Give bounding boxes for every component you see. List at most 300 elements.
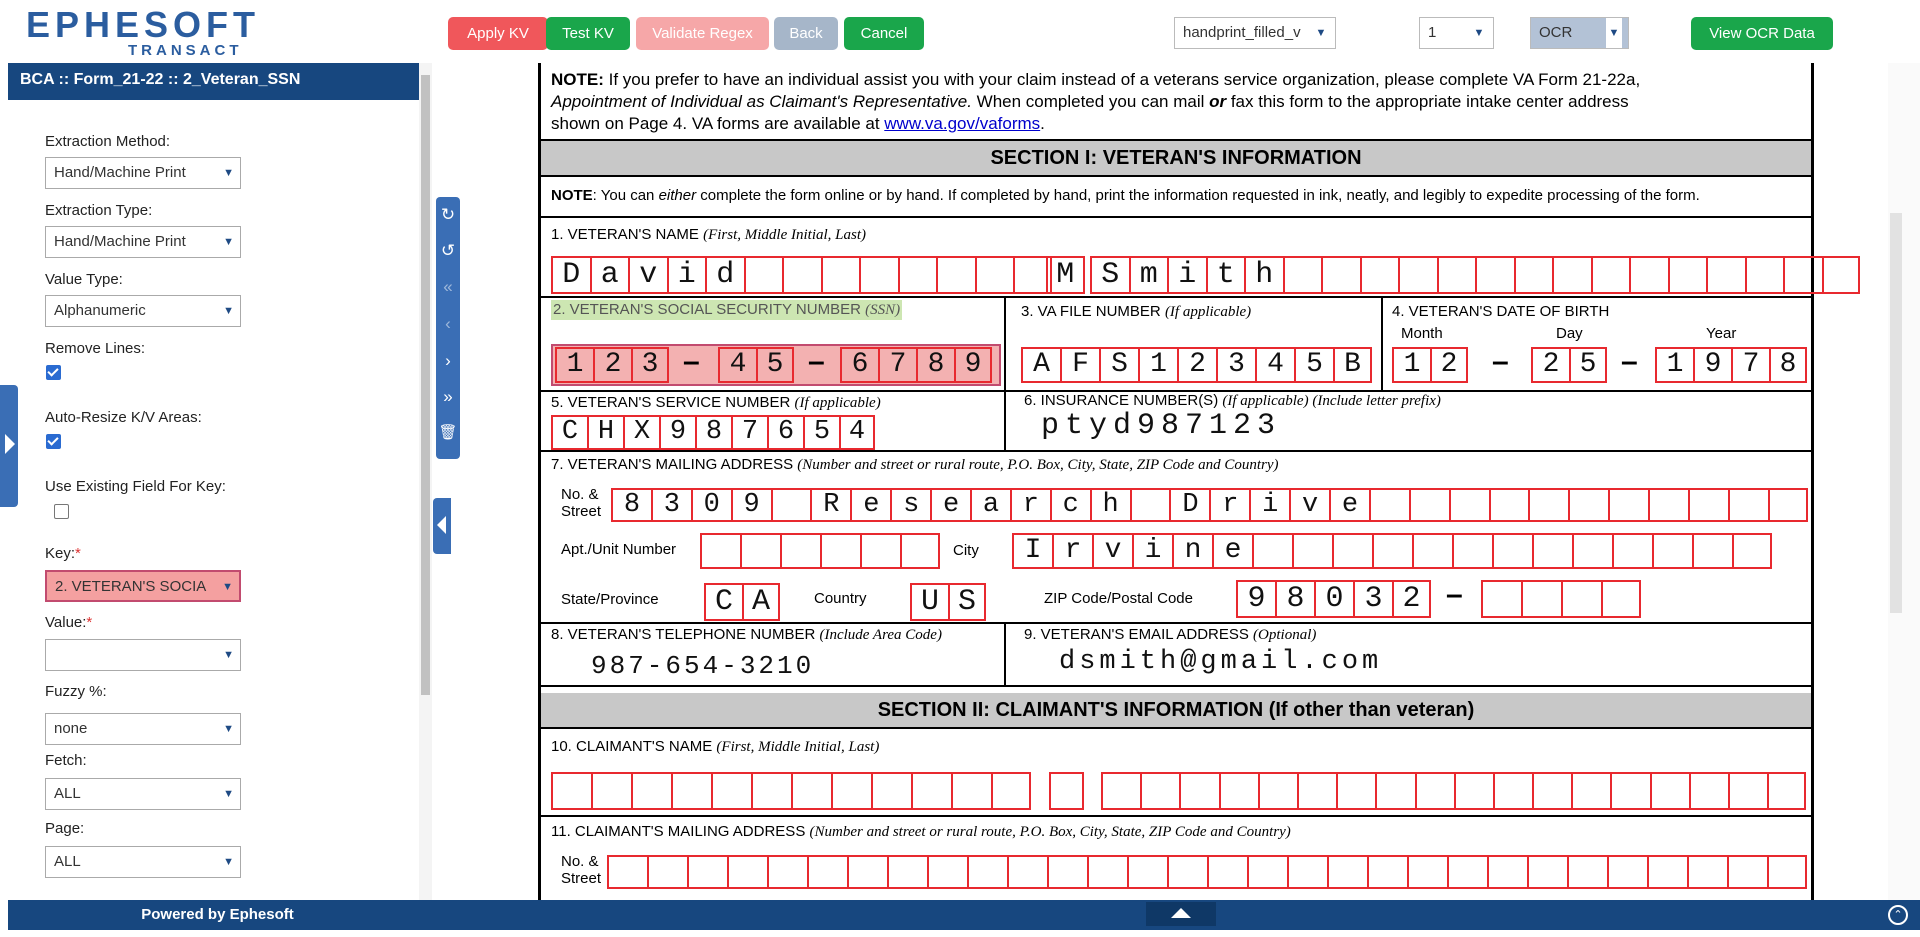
- char-box: [1297, 772, 1336, 810]
- char-box: [1130, 488, 1170, 522]
- char-box: [1571, 772, 1610, 810]
- char-box: [1706, 256, 1745, 294]
- street-boxes: [611, 488, 1808, 522]
- char-box: [744, 256, 783, 294]
- char-box: [1492, 533, 1532, 569]
- field-10-label: [551, 738, 879, 756]
- char-box: [1689, 772, 1728, 810]
- char-box: [1767, 855, 1807, 889]
- previous-page-icon[interactable]: ‹: [445, 314, 451, 333]
- char-box: [1629, 256, 1668, 294]
- char-box: [1692, 533, 1732, 569]
- char-box: [1360, 256, 1399, 294]
- char-box: [1728, 772, 1767, 810]
- char-box: [1668, 256, 1707, 294]
- char-box: [751, 772, 791, 810]
- viewer-scroll-thumb[interactable]: [1890, 213, 1902, 613]
- fuzzy-select[interactable]: [45, 713, 241, 745]
- char-box: [1407, 855, 1447, 889]
- char-box: s: [890, 488, 930, 522]
- char-box: [1493, 772, 1532, 810]
- char-box: [1258, 772, 1297, 810]
- divider: [541, 450, 1811, 452]
- note2-bold: NOTE: [551, 187, 593, 204]
- char-box: [936, 256, 975, 294]
- char-box: v: [1092, 533, 1132, 569]
- divider: [1004, 622, 1006, 685]
- extraction-method-label: Extraction Method:: [45, 133, 171, 150]
- required-marker: *: [86, 614, 93, 631]
- claimant-street-label-2: Street: [561, 870, 602, 887]
- char-box: [1612, 533, 1652, 569]
- char-box: [1252, 533, 1292, 569]
- note-line2-rest: When completed you can mail: [971, 92, 1210, 111]
- char-box: S: [1090, 256, 1129, 294]
- key-value: 2. VETERAN'S SOCIA: [55, 578, 207, 595]
- divider: [1381, 296, 1383, 390]
- street-label-1: No. &: [561, 486, 599, 503]
- state-label: State/Province: [561, 591, 659, 608]
- first-page-icon[interactable]: «: [443, 277, 453, 296]
- char-box: [1652, 533, 1692, 569]
- claimant-mi-box: [1049, 772, 1084, 810]
- char-box: [1327, 855, 1367, 889]
- char-box: [898, 256, 937, 294]
- claimant-street-label: [561, 853, 601, 887]
- section-2-header: SECTION II: CLAIMANT'S INFORMATION (If other than veteran): [541, 693, 1811, 729]
- char-box: [782, 256, 821, 294]
- char-box: [1591, 256, 1630, 294]
- note-line2-italic: Appointment of Individual as Claimant's Representative.: [551, 92, 972, 111]
- value-type-label: Value Type:: [45, 271, 123, 288]
- char-box: 5: [803, 415, 839, 450]
- chevron-down-icon: ▼: [1473, 27, 1485, 39]
- field-1-label: [551, 226, 866, 244]
- chevron-down-icon: ▼: [223, 723, 234, 735]
- char-box: S: [948, 583, 986, 621]
- char-box: [1601, 580, 1641, 618]
- zip-dash: –: [1446, 578, 1463, 611]
- char-box: 1: [1655, 347, 1693, 383]
- dob-dash: –: [1492, 345, 1509, 378]
- char-box: [967, 855, 1007, 889]
- chevron-down-icon: ▼: [223, 856, 234, 868]
- char-box: 3: [1353, 580, 1392, 618]
- char-box: [711, 772, 751, 810]
- char-box: v: [628, 256, 667, 294]
- field-5-label-text: 5. VETERAN'S SERVICE NUMBER: [551, 394, 795, 411]
- expand-icon: [5, 434, 15, 454]
- sidebar-scroll-thumb[interactable]: [421, 75, 430, 695]
- char-box: A: [742, 583, 780, 621]
- char-box: [1552, 256, 1591, 294]
- chevron-down-icon: ▼: [223, 788, 234, 800]
- char-box: [780, 533, 820, 569]
- sidebar-title: BCA :: Form_21-22 :: 2_Veteran_SSN: [8, 63, 419, 100]
- chevron-down-icon: ▼: [223, 167, 234, 179]
- fetch-value: ALL: [54, 785, 81, 802]
- claimant-first-name-boxes: [551, 772, 1031, 810]
- char-box: [1447, 855, 1487, 889]
- dob-year-label: Year: [1706, 325, 1737, 342]
- note-line2-end: fax this form to the appropriate intake center address: [1226, 92, 1629, 111]
- service-number-boxes: [551, 415, 875, 450]
- char-box: [1532, 533, 1572, 569]
- char-box: 7: [878, 347, 916, 383]
- field-6-label: [1024, 392, 1441, 410]
- char-box: [607, 855, 647, 889]
- char-box: [727, 855, 767, 889]
- divider: [541, 622, 1811, 624]
- char-box: [1608, 488, 1648, 522]
- remove-lines-label: Remove Lines:: [45, 340, 146, 357]
- char-box: M: [1046, 256, 1085, 294]
- chevron-down-icon: ▼: [223, 305, 234, 317]
- country-boxes: [910, 583, 986, 621]
- claimant-last-name-boxes: [1101, 772, 1806, 810]
- street-label-2: Street: [561, 503, 602, 520]
- rotate-clockwise-icon[interactable]: ↻: [440, 205, 456, 224]
- fuzzy-label: Fuzzy %:: [45, 683, 107, 700]
- field-9-label: [1024, 626, 1316, 644]
- divider: [541, 685, 1811, 687]
- char-box: [1409, 488, 1449, 522]
- char-box: [1481, 580, 1521, 618]
- char-box: H: [587, 415, 623, 450]
- char-box: [1179, 772, 1218, 810]
- char-box: 2: [1430, 347, 1468, 383]
- kv-settings-sidebar: [8, 63, 419, 900]
- value-select[interactable]: [45, 639, 241, 671]
- page-number-value: 1: [1428, 24, 1437, 41]
- char-box: [1087, 855, 1127, 889]
- powered-by: Powered by Ephesoft: [141, 906, 294, 923]
- char-box: [1561, 580, 1601, 618]
- char-box: [1572, 533, 1612, 569]
- use-existing-field-label: Use Existing Field For Key:: [45, 478, 226, 495]
- email-address: dsmith@gmail.com: [1059, 647, 1383, 677]
- test-kv-button[interactable]: Test KV: [546, 17, 630, 50]
- char-box: 9: [954, 347, 992, 383]
- char-box: e: [850, 488, 890, 522]
- char-box: [1767, 772, 1806, 810]
- char-box: A: [1021, 347, 1060, 383]
- char-box: [1452, 533, 1492, 569]
- form-page: [538, 63, 1814, 900]
- field-2-hint: (SSN): [865, 302, 901, 318]
- page-number-select[interactable]: [1419, 17, 1494, 49]
- apt-boxes: [700, 533, 940, 569]
- char-box: i: [1249, 488, 1289, 522]
- char-box: [1415, 772, 1454, 810]
- char-box: d: [705, 256, 744, 294]
- char-box: i: [1132, 533, 1172, 569]
- field-4-label: 4. VETERAN'S DATE OF BIRTH: [1392, 303, 1610, 320]
- ssn-dash: –: [683, 345, 700, 378]
- ssn-dash: –: [808, 345, 825, 378]
- char-box: [551, 772, 591, 810]
- char-box: 2: [1177, 347, 1216, 383]
- char-box: 8: [1769, 347, 1807, 383]
- use-existing-field-checkbox[interactable]: [54, 504, 69, 519]
- field-5-label: [551, 394, 881, 412]
- char-box: 1: [1138, 347, 1177, 383]
- extraction-type-value: Hand/Machine Print: [54, 233, 186, 250]
- chevron-down-icon: ▼: [223, 649, 234, 661]
- char-box: [791, 772, 831, 810]
- char-box: e: [1329, 488, 1369, 522]
- char-box: I: [1012, 533, 1052, 569]
- char-box: [591, 772, 631, 810]
- first-name-boxes: [551, 256, 1052, 294]
- page-select[interactable]: [45, 846, 241, 878]
- field-11-hint: (Number and street or rural route, P.O. Box, City, State, ZIP Code and Country): [809, 824, 1291, 840]
- char-box: [860, 533, 900, 569]
- char-box: 5: [1294, 347, 1333, 383]
- char-box: [671, 772, 711, 810]
- last-page-icon[interactable]: »: [443, 387, 453, 406]
- char-box: [1727, 855, 1767, 889]
- char-box: [1247, 855, 1287, 889]
- char-box: 4: [718, 347, 756, 383]
- note-bold: NOTE:: [551, 70, 604, 89]
- char-box: [1049, 772, 1084, 810]
- ocr-mode-select[interactable]: [1530, 17, 1629, 49]
- cancel-button[interactable]: Cancel: [844, 17, 924, 50]
- note-2: [551, 187, 1700, 204]
- char-box: [740, 533, 780, 569]
- char-box: i: [1167, 256, 1206, 294]
- char-box: [1650, 772, 1689, 810]
- extraction-type-select[interactable]: [45, 226, 241, 258]
- char-box: r: [1010, 488, 1050, 522]
- char-box: 1: [1392, 347, 1430, 383]
- char-box: D: [551, 256, 590, 294]
- required-marker: *: [75, 545, 81, 562]
- dob-day-label: Day: [1556, 325, 1583, 342]
- char-box: [1783, 256, 1822, 294]
- last-name-boxes: [1090, 256, 1860, 294]
- field-7-label-text: 7. VETERAN'S MAILING ADDRESS: [551, 456, 798, 473]
- validate-regex-button[interactable]: Validate Regex: [636, 17, 769, 50]
- char-box: 2: [1392, 580, 1431, 618]
- fetch-label: Fetch:: [45, 752, 87, 769]
- dob-dash: –: [1621, 345, 1638, 378]
- ephesoft-logo: [26, 4, 261, 59]
- char-box: [1375, 772, 1414, 810]
- field-9-hint: (Optional): [1253, 627, 1317, 643]
- ssn-part-1: [555, 347, 669, 383]
- char-box: 6: [767, 415, 803, 450]
- value-type-value: Alphanumeric: [54, 302, 146, 319]
- char-box: [1610, 772, 1649, 810]
- note-paragraph: NOTE: If you prefer to have an individual assist you with your claim instead of a veterans service organization, please complete VA Form 21-22a, Appointment of Individual as Claimant's Representative. When completed you can mail or fax this form to the appropriate intake center address shown on Page 4. VA forms are available at www.va.gov/vaforms.: [551, 70, 1641, 133]
- street-label: [561, 486, 601, 520]
- field-8-label: [551, 626, 942, 644]
- file-select[interactable]: [1174, 17, 1336, 49]
- rotate-counterclockwise-icon[interactable]: ↺: [440, 241, 456, 260]
- char-box: [1219, 772, 1258, 810]
- expand-panel-tab[interactable]: [0, 385, 18, 507]
- back-button[interactable]: Back: [774, 17, 838, 50]
- ssn-part-2: [718, 347, 794, 383]
- char-box: [767, 855, 807, 889]
- telephone-number: 987-654-3210: [591, 651, 815, 681]
- field-8-hint: (Include Area Code): [819, 627, 942, 643]
- char-box: [1140, 772, 1179, 810]
- insurance-number: ptyd987123: [1041, 409, 1282, 443]
- char-box: a: [970, 488, 1010, 522]
- char-box: [1207, 855, 1247, 889]
- char-box: [1567, 855, 1607, 889]
- char-box: [647, 855, 687, 889]
- char-box: [1101, 772, 1140, 810]
- char-box: R: [810, 488, 850, 522]
- divider: [541, 815, 1811, 817]
- field-2-label-text: 2. VETERAN'S SOCIAL SECURITY NUMBER: [553, 301, 866, 318]
- char-box: 0: [691, 488, 731, 522]
- char-box: [1688, 488, 1728, 522]
- dob-month-boxes: [1392, 347, 1468, 383]
- key-select[interactable]: [45, 570, 241, 602]
- extraction-type-label: Extraction Type:: [45, 202, 153, 219]
- char-box: [1007, 855, 1047, 889]
- char-box: [1487, 855, 1527, 889]
- char-box: [1336, 772, 1375, 810]
- char-box: [1532, 772, 1571, 810]
- char-box: [700, 533, 740, 569]
- claimant-street-label-1: No. &: [561, 853, 599, 870]
- page-value: ALL: [54, 853, 81, 870]
- char-box: [1167, 855, 1207, 889]
- va-forms-link[interactable]: www.va.gov/vaforms: [884, 114, 1041, 133]
- bottom-bar: [8, 900, 1920, 930]
- char-box: [927, 855, 967, 889]
- next-page-icon[interactable]: ›: [445, 351, 451, 370]
- char-box: [975, 256, 1014, 294]
- view-ocr-data-button[interactable]: View OCR Data: [1691, 17, 1833, 50]
- note-line3: shown on Page 4. VA forms are available at: [551, 114, 885, 133]
- city-boxes: [1012, 533, 1772, 569]
- char-box: 6: [840, 347, 878, 383]
- char-box: 3: [651, 488, 691, 522]
- note-or: or: [1209, 92, 1227, 111]
- char-box: [1521, 580, 1561, 618]
- extraction-method-select[interactable]: [45, 157, 241, 189]
- char-box: S: [1099, 347, 1138, 383]
- logo-brand: EPHESOFT: [26, 4, 261, 45]
- chevron-down-icon: ▼: [222, 581, 233, 593]
- char-box: X: [623, 415, 659, 450]
- char-box: [820, 533, 860, 569]
- char-box: n: [1172, 533, 1212, 569]
- char-box: [1127, 855, 1167, 889]
- scroll-to-top-icon[interactable]: ⌃: [1888, 905, 1908, 925]
- field-6-hint: (If applicable) (Include letter prefix): [1222, 393, 1441, 409]
- viewer-scrollbar[interactable]: [1888, 63, 1920, 900]
- char-box: 3: [631, 347, 669, 383]
- state-boxes: [704, 583, 780, 621]
- char-box: [1287, 855, 1327, 889]
- collapse-panel-tab[interactable]: [433, 498, 451, 554]
- expand-bottom-panel[interactable]: [1146, 902, 1216, 926]
- note2-b: complete the form online or by hand. If completed by hand, print the information requested in ink, neatly, and legibly to expedite processing of the form.: [696, 187, 1700, 204]
- char-box: m: [1129, 256, 1168, 294]
- field-1-label-text: 1. VETERAN'S NAME: [551, 226, 704, 243]
- field-7-label: [551, 456, 1279, 474]
- file-select-value: handprint_filled_v: [1183, 24, 1301, 41]
- chevron-down-icon: ▼: [1315, 27, 1327, 39]
- note2-a: : You can: [592, 187, 659, 204]
- zip-label: ZIP Code/Postal Code: [1044, 590, 1193, 607]
- value-label-text: Value:: [45, 614, 87, 631]
- field-11-label-text: 11. CLAIMANT'S MAILING ADDRESS: [551, 823, 810, 840]
- value-type-select[interactable]: [45, 295, 241, 327]
- trash-icon[interactable]: 🗑: [438, 424, 458, 441]
- char-box: [900, 533, 940, 569]
- char-box: [871, 772, 911, 810]
- zip4-boxes: [1481, 580, 1641, 618]
- char-box: [1292, 533, 1332, 569]
- ssn-part-3: [840, 347, 992, 383]
- va-file-boxes: [1021, 347, 1372, 383]
- char-box: [831, 772, 871, 810]
- char-box: r: [1209, 488, 1249, 522]
- sidebar-scrollbar[interactable]: [419, 63, 432, 900]
- field-6-label-text: 6. INSURANCE NUMBER(S): [1024, 392, 1223, 409]
- char-box: 4: [1255, 347, 1294, 383]
- char-box: [1372, 533, 1412, 569]
- char-box: [911, 772, 951, 810]
- char-box: 0: [1314, 580, 1353, 618]
- field-2-label: [551, 300, 902, 320]
- char-box: 9: [1693, 347, 1731, 383]
- char-box: e: [1212, 533, 1252, 569]
- char-box: [991, 772, 1031, 810]
- city-label: City: [953, 542, 979, 559]
- char-box: [1047, 855, 1087, 889]
- char-box: e: [930, 488, 970, 522]
- auto-resize-checkbox[interactable]: [46, 434, 61, 449]
- char-box: 2: [593, 347, 631, 383]
- char-box: [1369, 488, 1409, 522]
- char-box: 8: [1275, 580, 1314, 618]
- char-box: D: [1169, 488, 1209, 522]
- char-box: [1437, 256, 1476, 294]
- field-3-label-text: 3. VA FILE NUMBER: [1021, 303, 1165, 320]
- value-label: [45, 614, 92, 631]
- field-5-hint: (If applicable): [794, 395, 881, 411]
- char-box: c: [1050, 488, 1090, 522]
- divider: [1004, 296, 1006, 450]
- document-viewer[interactable]: [440, 63, 1888, 900]
- extraction-method-value: Hand/Machine Print: [54, 164, 186, 181]
- char-box: [1768, 488, 1808, 522]
- char-box: [807, 855, 847, 889]
- char-box: F: [1060, 347, 1099, 383]
- field-10-hint: (First, Middle Initial, Last): [716, 739, 880, 755]
- char-box: h: [1090, 488, 1130, 522]
- remove-lines-checkbox[interactable]: [46, 365, 61, 380]
- char-box: [1822, 256, 1861, 294]
- char-box: [1527, 855, 1567, 889]
- fetch-select[interactable]: [45, 778, 241, 810]
- note-line1: If you prefer to have an individual assist you with your claim instead of a veterans service organization, please complete VA Form 21-22a,: [603, 70, 1641, 89]
- apply-kv-button[interactable]: Apply KV: [448, 17, 548, 50]
- field-3-hint: (If applicable): [1164, 304, 1252, 320]
- field-1-hint: (First, Middle Initial, Last): [703, 227, 866, 243]
- char-box: [821, 256, 860, 294]
